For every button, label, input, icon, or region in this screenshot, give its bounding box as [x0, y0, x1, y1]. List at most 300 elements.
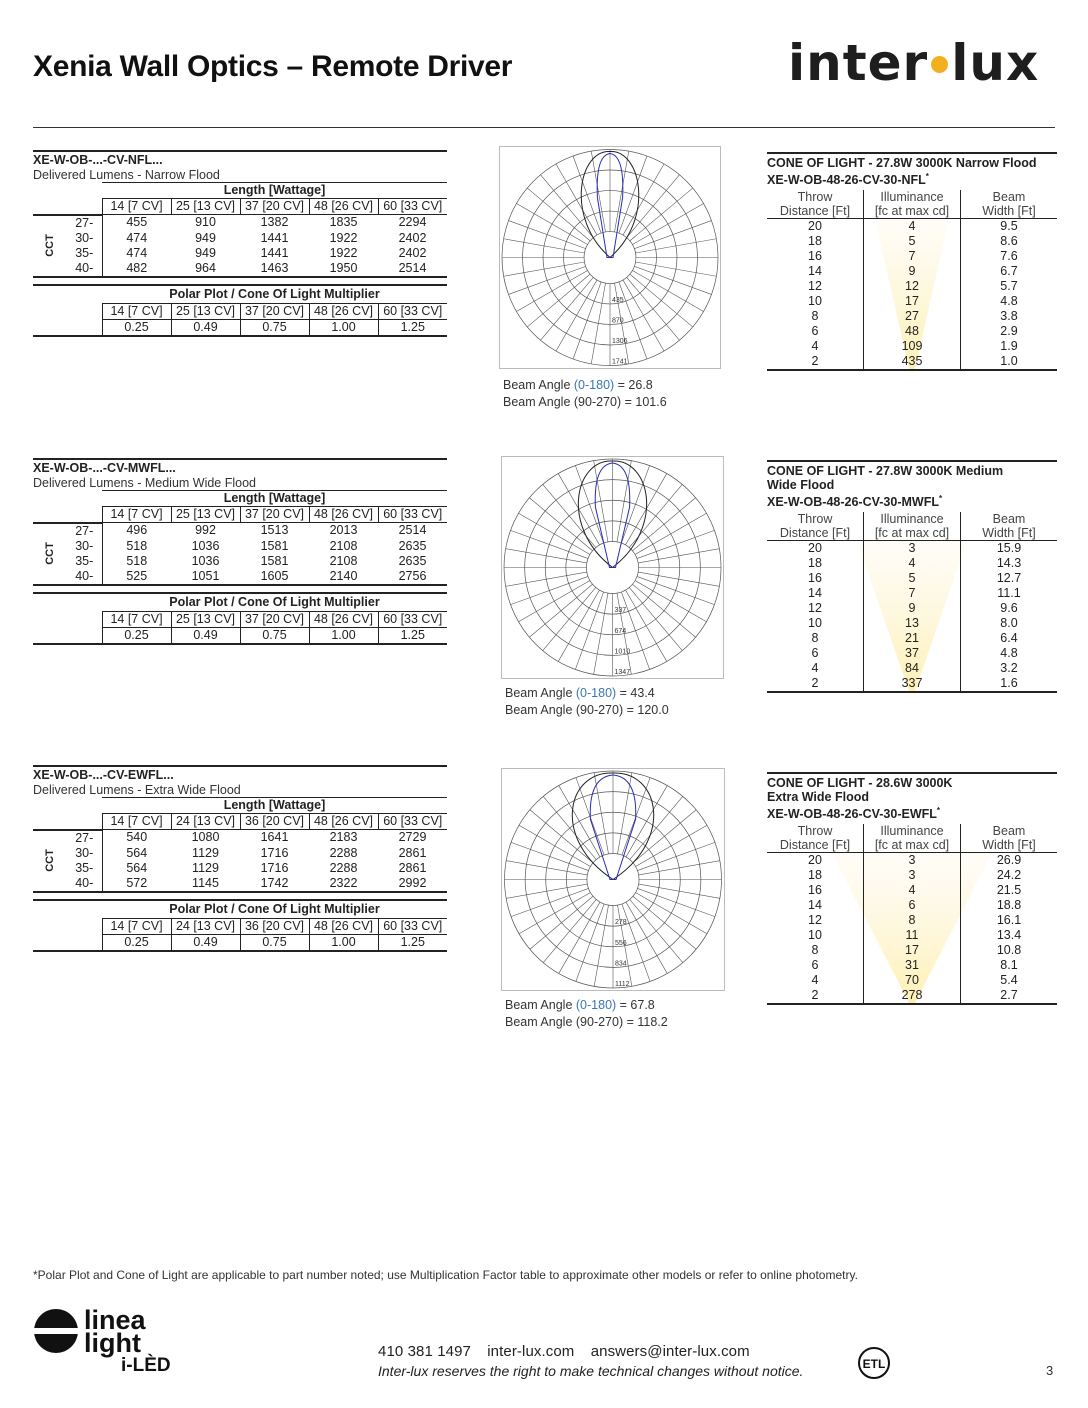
multiplier-column-header: 48 [26 CV] [309, 303, 378, 319]
table-row [33, 830, 447, 846]
throw-distance: 18 [767, 234, 864, 249]
illuminance: 31 [864, 958, 961, 973]
interlux-logo [788, 34, 1039, 92]
page-number: 3 [1046, 1363, 1054, 1378]
multiplier-column-header: 24 [13 CV] [171, 918, 240, 934]
cone-title [767, 152, 1057, 187]
lumen-value: 1513 [260, 523, 289, 538]
lumens-table [33, 797, 447, 893]
lumen-value: 2013 [329, 523, 358, 538]
length-header: Length [Wattage] [102, 798, 447, 814]
table-row [33, 846, 447, 861]
throw-distance: 18 [767, 556, 864, 571]
beam-width: 3.8 [1000, 309, 1018, 324]
illuminance: 84 [864, 661, 961, 676]
table-row [33, 523, 447, 539]
table-row [33, 861, 447, 876]
lumens-table [33, 490, 447, 586]
polar-ring-label: 556 [615, 939, 627, 947]
lumen-value: 2635 [398, 538, 427, 553]
multiplier-value: 0.25 [102, 934, 171, 951]
cone-header-line: Distance [Ft] [779, 838, 851, 853]
illuminance: 3 [864, 853, 961, 868]
beam-width: 2.9 [1000, 324, 1018, 339]
cone-title-line1: CONE OF LIGHT - 28.6W 3000K [767, 776, 953, 790]
lumen-value: 2402 [398, 245, 427, 260]
column-header: 14 [7 CV] [102, 814, 171, 830]
cone-header-line: Throw [797, 824, 833, 839]
cone-title [767, 772, 1057, 821]
illuminance: 3 [864, 541, 961, 556]
cct-value: 30- [67, 231, 102, 246]
cone-of-light-table [767, 152, 1057, 371]
table-row [33, 261, 447, 277]
illuminance: 435 [864, 354, 961, 369]
cone-rows [767, 541, 1057, 693]
beam-width: 3.2 [1000, 661, 1018, 676]
illuminance: 7 [864, 586, 961, 601]
lumen-value: 518 [126, 538, 148, 553]
column-header: 14 [7 CV] [102, 199, 171, 215]
lumen-value: 2861 [398, 845, 427, 860]
beam-angle-0-180 [505, 685, 669, 702]
beam-angle-90-270: Beam Angle (90-270) = 118.2 [505, 1015, 668, 1029]
lumen-value: 518 [126, 553, 148, 568]
throw-distance: 8 [767, 943, 864, 958]
beam-width: 5.4 [1000, 973, 1018, 988]
beam-width: 4.8 [1000, 294, 1018, 309]
polar-ring-label: 834 [615, 960, 627, 968]
beam-width: 13.4 [996, 928, 1022, 943]
throw-distance: 14 [767, 264, 864, 279]
cone-header-line: Beam [992, 512, 1026, 527]
length-header: Length [Wattage] [102, 491, 447, 507]
cone-header-line: Distance [Ft] [779, 526, 851, 541]
table-row [33, 554, 447, 569]
throw-distance: 12 [767, 601, 864, 616]
lumen-value: 455 [126, 215, 148, 230]
logo-right-text: lux [951, 34, 1040, 92]
lumen-value: 910 [195, 215, 216, 230]
lumen-value: 496 [126, 523, 148, 538]
beam-angle-value: = 43.4 [616, 686, 655, 700]
linea-logo-bar [34, 1328, 80, 1334]
multiplier-header: Polar Plot / Cone Of Light Multiplier [102, 285, 447, 304]
beam-angle-value: = 67.8 [616, 998, 655, 1012]
beam-width: 7.6 [1000, 249, 1018, 264]
cone-header-line: Throw [797, 512, 833, 527]
multiplier-table [33, 284, 447, 337]
throw-distance: 10 [767, 616, 864, 631]
cone-column-header [767, 512, 864, 540]
cct-value: 30- [67, 539, 102, 554]
cone-header-line: Beam [992, 190, 1026, 205]
cct-value: 40- [67, 876, 102, 892]
lumen-value: 1581 [260, 538, 289, 553]
disclaimer: Inter-lux reserves the right to make technical changes without notice. [378, 1363, 804, 1379]
cone-row [767, 616, 1057, 631]
throw-distance: 6 [767, 324, 864, 339]
cct-label [33, 830, 67, 892]
cone-of-light-table [767, 460, 1057, 693]
throw-distance: 10 [767, 928, 864, 943]
polar-ring-label: 1741 [612, 358, 628, 366]
cone-row [767, 309, 1057, 324]
throw-distance: 16 [767, 249, 864, 264]
table-row [33, 539, 447, 554]
cone-row [767, 676, 1057, 691]
cone-rows [767, 219, 1057, 371]
cone-row [767, 646, 1057, 661]
throw-distance: 12 [767, 913, 864, 928]
lumen-value: 564 [126, 845, 148, 860]
cone-header-line: Width [Ft] [982, 204, 1036, 219]
cone-header-line: Width [Ft] [982, 838, 1036, 853]
multiplier-column-header: 25 [13 CV] [171, 303, 240, 319]
etl-listed-icon [852, 1344, 896, 1382]
cone-title-line1: CONE OF LIGHT - 27.8W 3000K Medium [767, 464, 1004, 478]
lumen-value: 474 [126, 230, 148, 245]
throw-distance: 2 [767, 988, 864, 1003]
cone-title-line1: CONE OF LIGHT - 27.8W 3000K Narrow Flood [767, 156, 1037, 170]
illuminance: 48 [864, 324, 961, 339]
linea-logo-line3: i-LÈD [121, 1355, 171, 1375]
etl-mark-text: ETL [862, 1357, 886, 1371]
throw-distance: 12 [767, 279, 864, 294]
cone-row [767, 294, 1057, 309]
cone-column-header [961, 190, 1057, 218]
header-rule [33, 127, 1055, 128]
table-row [33, 231, 447, 246]
cone-header-line: [fc at max cd] [874, 204, 950, 219]
beam-angle-label: Beam Angle [505, 998, 576, 1012]
beam-width: 8.1 [1000, 958, 1018, 973]
lumen-value: 1129 [192, 845, 219, 860]
contact-line [378, 1343, 762, 1360]
throw-distance: 20 [767, 219, 864, 234]
multiplier-column-header: 14 [7 CV] [102, 303, 171, 319]
multiplier-column-header: 60 [33 CV] [378, 611, 447, 627]
polar-plot [499, 146, 721, 369]
beam-width: 26.9 [996, 853, 1022, 868]
cct-value: 40- [67, 569, 102, 585]
multiplier-value: 1.00 [309, 319, 378, 336]
cct-value: 35- [67, 246, 102, 261]
length-header: Length [Wattage] [102, 183, 447, 199]
multiplier-column-header: 60 [33 CV] [378, 303, 447, 319]
throw-distance: 4 [767, 973, 864, 988]
polar-ring-label: 870 [612, 317, 624, 325]
website-link[interactable]: inter-lux.com [487, 1343, 575, 1360]
cct-label [33, 215, 67, 277]
lumen-value: 1036 [191, 553, 220, 568]
table-row [33, 215, 447, 231]
lumen-value: 482 [102, 261, 171, 277]
beam-width: 8.0 [1000, 616, 1018, 631]
table-row [33, 876, 447, 892]
illuminance: 27 [864, 309, 961, 324]
linea-light-logo [33, 1303, 193, 1375]
beam-angle-range: (0-180) [573, 378, 615, 392]
lumen-value: 474 [126, 245, 148, 260]
cone-header-row [767, 512, 1057, 541]
cone-code-text: XE-W-OB-48-26-CV-30-EWFL [767, 807, 937, 822]
illuminance: 8 [864, 913, 961, 928]
lumens-table [33, 182, 447, 278]
lumen-value: 1742 [240, 876, 309, 892]
beam-width: 11.1 [997, 586, 1021, 601]
multiplier-value: 0.49 [171, 934, 240, 951]
cct-value: 27- [67, 523, 102, 539]
cone-row [767, 631, 1057, 646]
cone-row [767, 898, 1057, 913]
cone-row [767, 661, 1057, 676]
throw-distance: 18 [767, 868, 864, 883]
cone-row [767, 354, 1057, 369]
footnote-asterisk: * [936, 806, 941, 815]
multiplier-value: 1.00 [309, 627, 378, 644]
beam-angle-label: Beam Angle [503, 378, 574, 392]
beam-angle-text [503, 377, 667, 411]
column-header: 60 [33 CV] [378, 814, 447, 830]
multiplier-column-header: 37 [20 CV] [240, 303, 309, 319]
lumen-value: 1382 [260, 215, 289, 230]
cone-header-line: [fc at max cd] [874, 526, 950, 541]
lumen-value: 2288 [329, 860, 358, 875]
beam-angle-label: Beam Angle [505, 686, 576, 700]
cone-title [767, 460, 1057, 509]
column-header: 25 [13 CV] [171, 199, 240, 215]
column-header: 36 [20 CV] [240, 814, 309, 830]
logo-dot [931, 56, 948, 73]
cone-header-line: [fc at max cd] [874, 838, 950, 853]
throw-distance: 16 [767, 883, 864, 898]
email-link[interactable]: answers@inter-lux.com [590, 1343, 750, 1360]
cone-row [767, 883, 1057, 898]
cone-title-line2: Wide Flood [767, 478, 835, 492]
cct-value: 35- [67, 554, 102, 569]
lumen-value: 1080 [191, 830, 220, 845]
cone-column-header [864, 190, 961, 218]
multiplier-column-header: 48 [26 CV] [309, 611, 378, 627]
cct-value: 30- [67, 846, 102, 861]
column-header: 48 [26 CV] [309, 507, 378, 523]
cone-row [767, 958, 1057, 973]
multiplier-value: 0.49 [171, 627, 240, 644]
cone-row [767, 279, 1057, 294]
lumen-value: 1441 [260, 245, 289, 260]
illuminance: 12 [864, 279, 961, 294]
multiplier-value: 1.25 [378, 627, 447, 644]
beam-angle-value: = 26.8 [614, 378, 653, 392]
multiplier-value: 0.49 [171, 319, 240, 336]
illuminance: 13 [864, 616, 961, 631]
beam-angle-range: (0-180) [575, 998, 617, 1012]
beam-width: 18.8 [996, 898, 1022, 913]
throw-distance: 8 [767, 631, 864, 646]
polar-ring-label: 1112 [615, 980, 630, 988]
illuminance: 109 [864, 339, 961, 354]
multiplier-column-header: 48 [26 CV] [309, 918, 378, 934]
multiplier-column-header: 25 [13 CV] [171, 611, 240, 627]
lumen-value: 1922 [329, 230, 358, 245]
lumen-value: 2322 [309, 876, 378, 892]
cone-part-code [767, 170, 1057, 187]
illuminance: 4 [864, 219, 961, 234]
linea-logo-line1: linea [84, 1305, 146, 1335]
cone-row [767, 913, 1057, 928]
lumen-value: 2108 [329, 538, 358, 553]
footnote: *Polar Plot and Cone of Light are applicable to part number noted; use Multiplication Factor table to approximate other models or refer to online photometry. [33, 1268, 858, 1282]
illuminance: 70 [864, 973, 961, 988]
cone-of-light-table [767, 772, 1057, 1005]
cone-column-header [864, 512, 961, 540]
beam-width: 16.1 [996, 913, 1022, 928]
beam-width: 6.4 [1000, 631, 1018, 646]
cone-row [767, 556, 1057, 571]
cone-header-line: Illuminance [880, 512, 944, 527]
multiplier-column-header: 14 [7 CV] [102, 611, 171, 627]
cone-row [767, 973, 1057, 988]
cone-row [767, 234, 1057, 249]
beam-width: 9.6 [1000, 601, 1018, 616]
cone-row [767, 339, 1057, 354]
phone-text: 410 381 1497 [378, 1343, 471, 1360]
throw-distance: 8 [767, 309, 864, 324]
illuminance: 7 [864, 249, 961, 264]
beam-angle-range: (0-180) [575, 686, 617, 700]
lumen-value: 1145 [171, 876, 240, 892]
column-header: 60 [33 CV] [378, 199, 447, 215]
cone-row [767, 249, 1057, 264]
lumen-value: 964 [171, 261, 240, 277]
polar-ring-label: 674 [614, 627, 627, 635]
illuminance: 21 [864, 631, 961, 646]
cone-column-header [767, 824, 864, 852]
illuminance: 4 [864, 883, 961, 898]
polar-ring-label: 278 [615, 919, 627, 927]
lumen-value: 2992 [378, 876, 447, 892]
polar-plot [501, 768, 725, 991]
illuminance: 337 [864, 676, 961, 691]
cone-row [767, 264, 1057, 279]
illuminance: 6 [864, 898, 961, 913]
multiplier-value: 1.25 [378, 934, 447, 951]
cone-column-header [767, 190, 864, 218]
polar-ring-label: 1010 [614, 648, 631, 656]
multiplier-value: 0.75 [240, 934, 309, 951]
lumen-value: 1051 [171, 569, 240, 585]
lumen-value: 1641 [260, 830, 289, 845]
lumen-value: 1441 [260, 230, 289, 245]
beam-width: 5.7 [1000, 279, 1018, 294]
multiplier-value: 0.25 [102, 319, 171, 336]
multiplier-table [33, 592, 447, 645]
lumens-description: Delivered Lumens - Extra Wide Flood [33, 783, 241, 797]
cone-header-line: Illuminance [880, 190, 944, 205]
cone-header-row [767, 190, 1057, 219]
beam-angle-90-270: Beam Angle (90-270) = 120.0 [505, 703, 669, 717]
part-code: XE-W-OB-...-CV-NFL... [33, 150, 447, 168]
cone-row [767, 219, 1057, 234]
multiplier-value: 0.75 [240, 627, 309, 644]
linea-logo-line2: light [84, 1328, 141, 1358]
lumen-value: 1463 [240, 261, 309, 277]
column-header: 14 [7 CV] [102, 507, 171, 523]
lumen-value: 1922 [329, 245, 358, 260]
beam-width: 1.9 [1000, 339, 1018, 354]
lumen-value: 2294 [398, 215, 427, 230]
beam-width: 9.5 [1000, 219, 1018, 234]
lumen-value: 1716 [260, 860, 289, 875]
multiplier-value: 0.75 [240, 319, 309, 336]
lumens-table-block [33, 150, 447, 337]
beam-angle-text [505, 997, 668, 1031]
lumens-table-block [33, 458, 447, 645]
footnote-asterisk: * [938, 494, 943, 503]
throw-distance: 4 [767, 339, 864, 354]
beam-width: 10.8 [996, 943, 1022, 958]
beam-width: 2.7 [1000, 988, 1018, 1003]
beam-angle-0-180 [503, 377, 667, 394]
throw-distance: 14 [767, 586, 864, 601]
cone-column-header [864, 824, 961, 852]
multiplier-value: 1.00 [309, 934, 378, 951]
lumen-value: 992 [195, 523, 216, 538]
cone-row [767, 324, 1057, 339]
cone-row [767, 928, 1057, 943]
polar-plot [501, 456, 724, 679]
lumen-value: 564 [126, 860, 148, 875]
beam-width: 8.6 [1000, 234, 1018, 249]
beam-angle-90-270: Beam Angle (90-270) = 101.6 [503, 395, 667, 409]
cone-row [767, 541, 1057, 556]
lumen-value: 540 [126, 830, 148, 845]
cone-part-code [767, 804, 1057, 821]
illuminance: 9 [864, 601, 961, 616]
lumens-table-block [33, 765, 447, 952]
throw-distance: 6 [767, 646, 864, 661]
multiplier-value: 0.25 [102, 627, 171, 644]
logo-left-text: inter [788, 34, 929, 92]
polar-ring-label: 435 [612, 296, 624, 304]
multiplier-column-header: 60 [33 CV] [378, 918, 447, 934]
table-row [33, 246, 447, 261]
cone-title-line2: Extra Wide Flood [767, 790, 869, 804]
illuminance: 17 [864, 294, 961, 309]
illuminance: 11 [864, 928, 961, 943]
illuminance: 3 [864, 868, 961, 883]
lumen-value: 1129 [192, 860, 219, 875]
cone-row [767, 601, 1057, 616]
cone-header-line: Throw [797, 190, 833, 205]
beam-angle-text [505, 685, 669, 719]
lumen-value: 1835 [329, 215, 358, 230]
cone-column-header [961, 824, 1057, 852]
cct-value: 27- [67, 830, 102, 846]
cone-rows [767, 853, 1057, 1005]
cct-label-text: CCT [43, 849, 56, 872]
column-header: 48 [26 CV] [309, 199, 378, 215]
footnote-asterisk: * [925, 172, 929, 181]
cone-row [767, 988, 1057, 1003]
cone-row [767, 868, 1057, 883]
page-title: Xenia Wall Optics – Remote Driver [33, 50, 513, 83]
lumen-value: 2861 [398, 860, 427, 875]
lumen-value: 1581 [260, 553, 289, 568]
throw-distance: 20 [767, 541, 864, 556]
column-header: 24 [13 CV] [171, 814, 240, 830]
